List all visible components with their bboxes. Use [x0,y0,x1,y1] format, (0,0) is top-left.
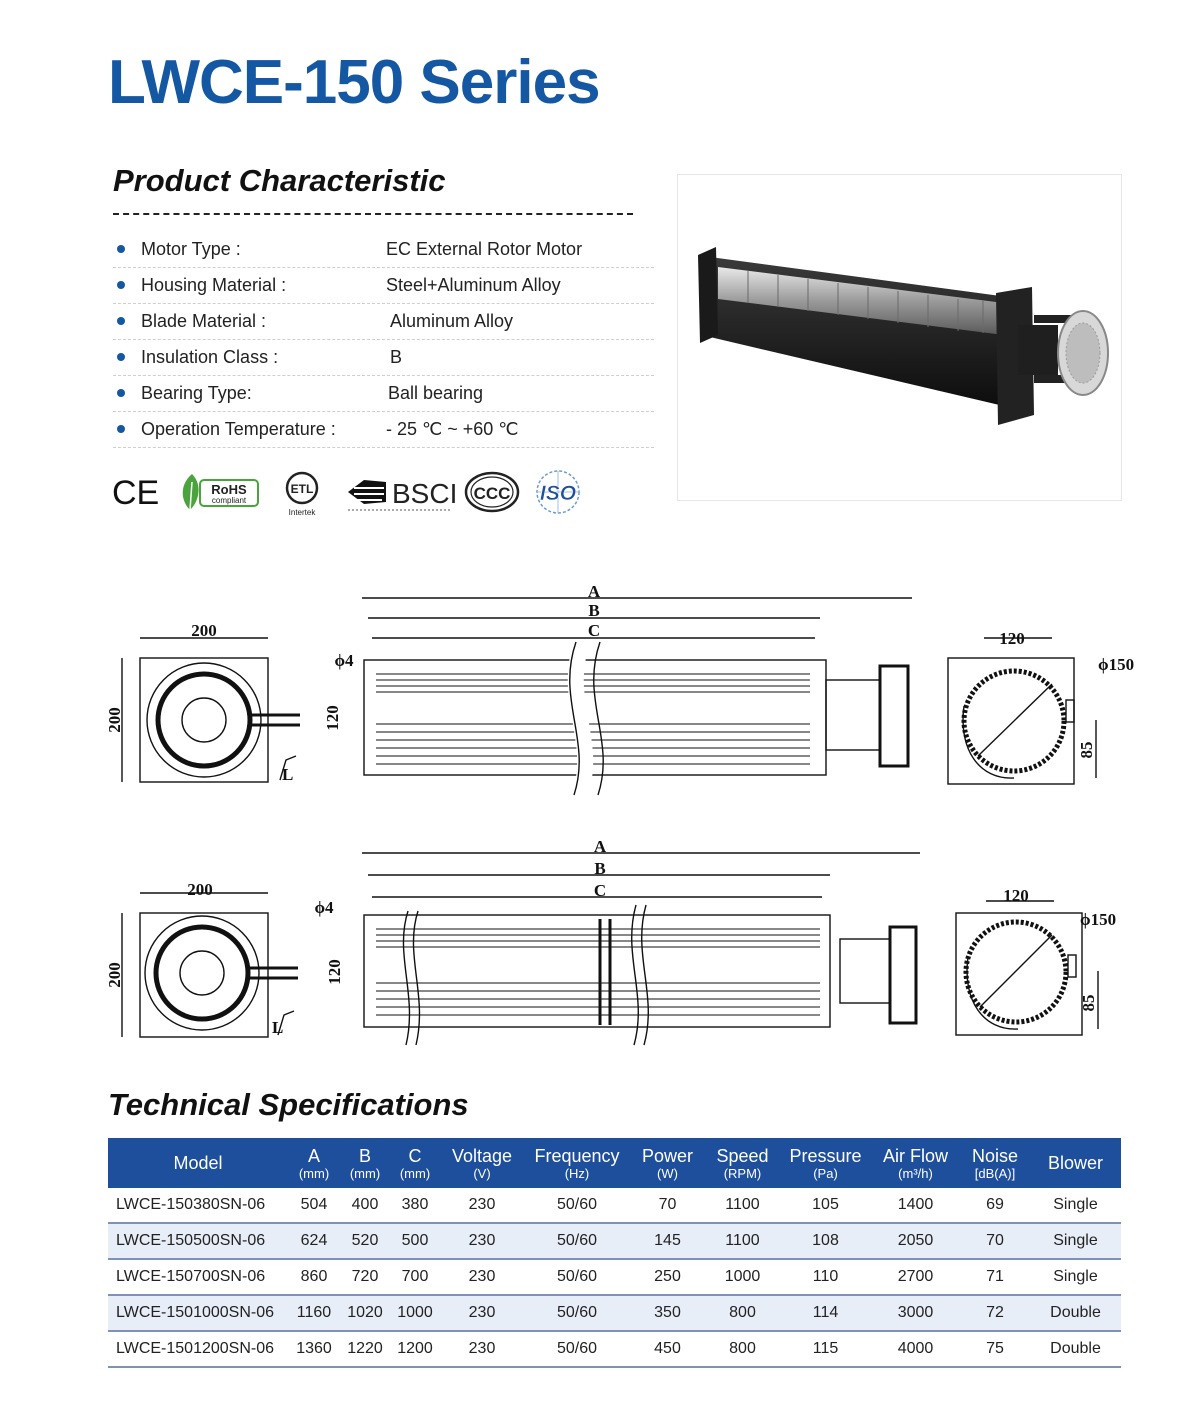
table-row [108,1188,1121,1223]
model-cell: LWCE-1501200SN-06 [108,1331,288,1367]
table-cell: 400 [340,1188,390,1223]
table-cell: 1000 [705,1259,780,1295]
table-cell: 700 [390,1259,440,1295]
iso-text: ISO [539,482,577,505]
bullet-icon [117,281,125,289]
table-row [108,1223,1121,1259]
model-cell: LWCE-150500SN-06 [108,1223,288,1259]
table-cell: 1220 [340,1331,390,1367]
table-cell: 108 [780,1223,871,1259]
intertek-text: Intertek [288,508,316,517]
cross-flow-fan-image [678,175,1121,500]
spec-header-row [108,1138,1121,1188]
table-cell: 500 [390,1223,440,1259]
table-cell: 110 [780,1259,871,1295]
dim-b-label: B [588,601,600,620]
lead-label: L [272,1018,284,1037]
table-row [108,1259,1121,1295]
column-header-a: A (mm) [288,1138,340,1188]
table-cell: 3000 [871,1295,960,1331]
table-cell: 70 [630,1188,705,1223]
table-cell: 1360 [288,1331,340,1367]
table-cell: 2700 [871,1259,960,1295]
iso-logo [532,470,584,518]
column-header-model: Model [108,1138,288,1188]
end-offset-label: 85 [1079,994,1098,1012]
characteristic-label: Insulation Class : [141,347,279,367]
body-height-label: 120 [325,959,344,985]
page-title: LWCE-150 Series [108,48,600,117]
table-cell: 115 [780,1331,871,1367]
table-cell: 230 [440,1223,524,1259]
table-cell: Double [1030,1295,1121,1331]
column-header-airflow: Air Flow (m³/h) [871,1138,960,1188]
body-height-label: 120 [323,705,342,731]
model-cell: LWCE-1501000SN-06 [108,1295,288,1331]
spec-table [108,1138,1121,1368]
product-photo [677,174,1122,501]
table-cell: 504 [288,1188,340,1223]
side-width-label: 200 [191,621,217,640]
end-offset-label: 85 [1077,741,1096,759]
characteristic-row [113,376,654,412]
bsci-logo [346,470,458,514]
table-cell: 145 [630,1223,705,1259]
table-cell: 1400 [871,1188,960,1223]
characteristic-value: Ball bearing [388,383,484,403]
table-cell: 1200 [390,1331,440,1367]
dim-c-label: C [587,621,601,640]
characteristic-row [113,340,654,376]
table-cell: 1100 [705,1223,780,1259]
table-cell: 230 [440,1188,524,1223]
table-cell: Double [1030,1331,1121,1367]
bullet-icon [117,389,125,397]
table-cell: 50/60 [524,1331,630,1367]
dimension-drawing-single [100,580,1135,810]
table-cell: 520 [340,1223,390,1259]
ce-mark-text: CE [112,474,160,512]
characteristic-row [113,232,654,268]
column-header-speed: Speed (RPM) [705,1138,780,1188]
characteristic-label: Blade Material : [141,311,267,331]
table-cell: 1160 [288,1295,340,1331]
table-cell: 800 [705,1331,780,1367]
characteristic-label: Housing Material : [141,275,287,295]
table-cell: 70 [960,1223,1030,1259]
characteristic-value: Aluminum Alloy [390,311,514,331]
table-cell: 230 [440,1331,524,1367]
table-cell: 350 [630,1295,705,1331]
product-characteristic-heading: Product Characteristic [113,163,446,198]
bullet-icon [117,245,125,253]
table-cell: 1020 [340,1295,390,1331]
table-cell: 1100 [705,1188,780,1223]
table-cell: 624 [288,1223,340,1259]
table-cell: 380 [390,1188,440,1223]
ce-mark-icon [112,470,160,514]
dim-b-label: B [594,859,606,878]
bsci-text: BSCI [392,478,458,509]
table-cell: 75 [960,1331,1030,1367]
characteristic-value: B [390,347,403,367]
column-header-noise: Noise [dB(A)] [960,1138,1030,1188]
table-cell: 800 [705,1295,780,1331]
characteristic-value: - 25 ℃ ~ +60 ℃ [386,419,519,439]
bullet-icon [117,353,125,361]
column-header-frequency: Frequency (Hz) [524,1138,630,1188]
column-header-b: B (mm) [340,1138,390,1188]
dim-a-label: A [587,582,601,601]
table-cell: 50/60 [524,1223,630,1259]
rohs-logo [178,470,260,514]
column-header-blower: Blower [1030,1138,1121,1188]
column-header-c: C (mm) [390,1138,440,1188]
table-row [108,1295,1121,1331]
lead-label: L [282,765,294,784]
hole-label: ϕ4 [314,898,334,917]
column-header-pressure: Pressure (Pa) [780,1138,871,1188]
table-cell: Single [1030,1259,1121,1295]
rohs-sub-text: compliant [211,496,247,505]
table-cell: Single [1030,1188,1121,1223]
etl-text: ETL [290,482,314,496]
table-cell: 72 [960,1295,1030,1331]
column-header-power: Power (W) [630,1138,705,1188]
table-cell: 4000 [871,1331,960,1367]
model-cell: LWCE-150380SN-06 [108,1188,288,1223]
end-diameter-label: ϕ150 [1098,655,1135,674]
table-cell: 250 [630,1259,705,1295]
end-width-label: 120 [1003,886,1029,905]
model-cell: LWCE-150700SN-06 [108,1259,288,1295]
bullet-icon [117,425,125,433]
rohs-text: RoHS [211,482,247,497]
dim-a-label: A [593,837,607,856]
characteristic-label: Motor Type : [141,239,241,259]
table-cell: 71 [960,1259,1030,1295]
table-row [108,1331,1121,1367]
characteristic-value: Steel+Aluminum Alloy [386,275,561,295]
characteristic-value: EC External Rotor Motor [386,239,583,259]
characteristic-row [113,412,654,448]
end-width-label: 120 [999,629,1025,648]
table-cell: 230 [440,1259,524,1295]
column-header-voltage: Voltage (V) [440,1138,524,1188]
table-cell: 69 [960,1188,1030,1223]
side-width-label: 200 [187,880,213,899]
table-cell: 105 [780,1188,871,1223]
dim-c-label: C [593,881,607,900]
table-cell: Single [1030,1223,1121,1259]
side-height-label: 200 [105,707,124,733]
characteristic-label: Operation Temperature : [141,419,336,439]
ccc-logo [464,470,520,514]
technical-specifications-heading: Technical Specifications [108,1087,469,1122]
table-cell: 50/60 [524,1259,630,1295]
hole-label: ϕ4 [334,651,354,670]
table-cell: 2050 [871,1223,960,1259]
etl-intertek-logo [280,470,328,518]
heading-divider [113,213,633,215]
dimension-drawing-double [100,835,1130,1065]
ccc-text: CCC [473,484,511,503]
characteristic-row [113,268,654,304]
bullet-icon [117,317,125,325]
table-cell: 1000 [390,1295,440,1331]
characteristic-label: Bearing Type: [141,383,252,403]
table-cell: 450 [630,1331,705,1367]
characteristic-row [113,304,654,340]
table-cell: 114 [780,1295,871,1331]
end-diameter-label: ϕ150 [1080,910,1117,929]
table-cell: 50/60 [524,1188,630,1223]
table-cell: 230 [440,1295,524,1331]
table-cell: 50/60 [524,1295,630,1331]
side-height-label: 200 [105,962,124,988]
table-cell: 720 [340,1259,390,1295]
table-cell: 860 [288,1259,340,1295]
